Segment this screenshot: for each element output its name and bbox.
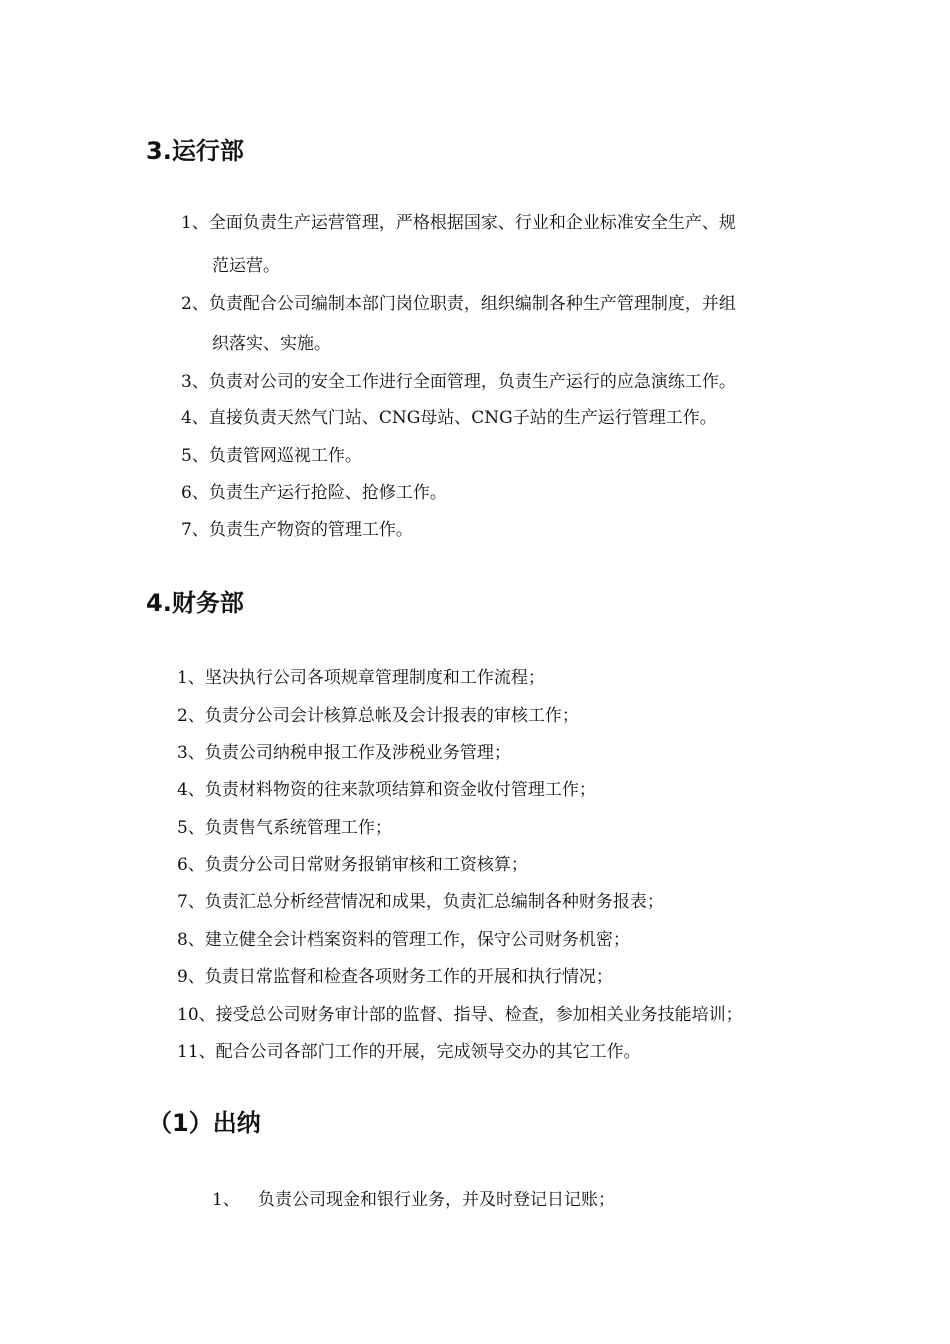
list-item — [181, 211, 736, 235]
item-number: 2、 — [177, 706, 205, 726]
item-text: 接受总公司财务审计部的监督、指导、检查，参加相关业务技能培训； — [215, 1005, 743, 1025]
item-text: 负责公司现金和银行业务，并及时登记日记账； — [258, 1190, 615, 1210]
list-item — [177, 928, 630, 952]
item-number: 6、 — [177, 855, 205, 875]
list-item — [177, 890, 664, 914]
item-number: 9、 — [177, 967, 205, 987]
item-number: 4、 — [181, 408, 209, 428]
section-4-heading: 4.财务部 — [146, 589, 244, 617]
list-item — [181, 481, 447, 505]
item-number: 2、 — [181, 294, 209, 314]
item-text: 负责材料物资的往来款项结算和资金收付管理工作； — [204, 780, 596, 800]
item-text: 负责生产物资的管理工作。 — [208, 520, 413, 540]
subsection-heading: （1）出纳 — [148, 1109, 261, 1137]
item-text: 建立健全会计档案资料的管理工作，保守公司财务机密； — [204, 930, 630, 950]
item-text: 负责分公司日常财务报销审核和工资核算； — [204, 855, 528, 875]
item-text: 负责生产运行抢险、抢修工作。 — [208, 483, 447, 503]
item-continuation: 织落实、实施。 — [212, 334, 331, 354]
item-continuation: 范运营。 — [212, 256, 280, 276]
item-number: 3、 — [181, 372, 209, 392]
section-3-heading: 3.运行部 — [146, 137, 244, 165]
item-number: 5、 — [177, 818, 205, 838]
item-text: 负责公司纳税申报工作及涉税业务管理； — [204, 743, 511, 763]
list-item — [177, 816, 392, 840]
list-item — [181, 518, 413, 542]
list-item — [212, 1188, 615, 1212]
item-number: 4、 — [177, 780, 205, 800]
item-text: 全面负责生产运营管理，严格根据国家、行业和企业标准安全生产、规 — [208, 213, 736, 233]
list-item — [177, 666, 545, 690]
item-text: 负责汇总分析经营情况和成果，负责汇总编制各种财务报表； — [204, 892, 664, 912]
list-item — [177, 1003, 743, 1027]
list-item — [177, 778, 596, 802]
item-number: 1、 — [177, 668, 205, 688]
list-item — [181, 292, 736, 316]
item-text: 负责日常监督和检查各项财务工作的开展和执行情况； — [204, 967, 613, 987]
item-number: 8、 — [177, 930, 205, 950]
item-number: 5、 — [181, 446, 209, 466]
item-number: 7、 — [177, 892, 205, 912]
item-text: 负责对公司的安全工作进行全面管理，负责生产运行的应急演练工作。 — [208, 372, 736, 392]
item-number: 6、 — [181, 483, 209, 503]
item-number: 10、 — [177, 1005, 216, 1025]
list-item — [177, 965, 613, 989]
item-number: 3、 — [177, 743, 205, 763]
list-item — [181, 406, 717, 430]
list-item — [177, 741, 511, 765]
item-text: 坚决执行公司各项规章管理制度和工作流程； — [204, 668, 545, 688]
list-item — [177, 704, 579, 728]
list-item — [177, 1040, 641, 1064]
list-item — [181, 444, 362, 468]
item-text: 负责分公司会计核算总帐及会计报表的审核工作； — [204, 706, 579, 726]
item-text: 负责售气系统管理工作； — [204, 818, 392, 838]
item-text: 配合公司各部门工作的开展，完成领导交办的其它工作。 — [215, 1042, 641, 1062]
item-number: 7、 — [181, 520, 209, 540]
list-item — [181, 370, 736, 394]
item-number: 1、 — [212, 1190, 240, 1210]
item-number: 1、 — [181, 213, 209, 233]
item-text: 直接负责天然气门站、CNG母站、CNG子站的生产运行管理工作。 — [208, 408, 717, 428]
item-text: 负责配合公司编制本部门岗位职责，组织编制各种生产管理制度，并组 — [208, 294, 736, 314]
list-item — [177, 853, 528, 877]
item-number: 11、 — [177, 1042, 216, 1062]
item-text: 负责管网巡视工作。 — [208, 446, 362, 466]
